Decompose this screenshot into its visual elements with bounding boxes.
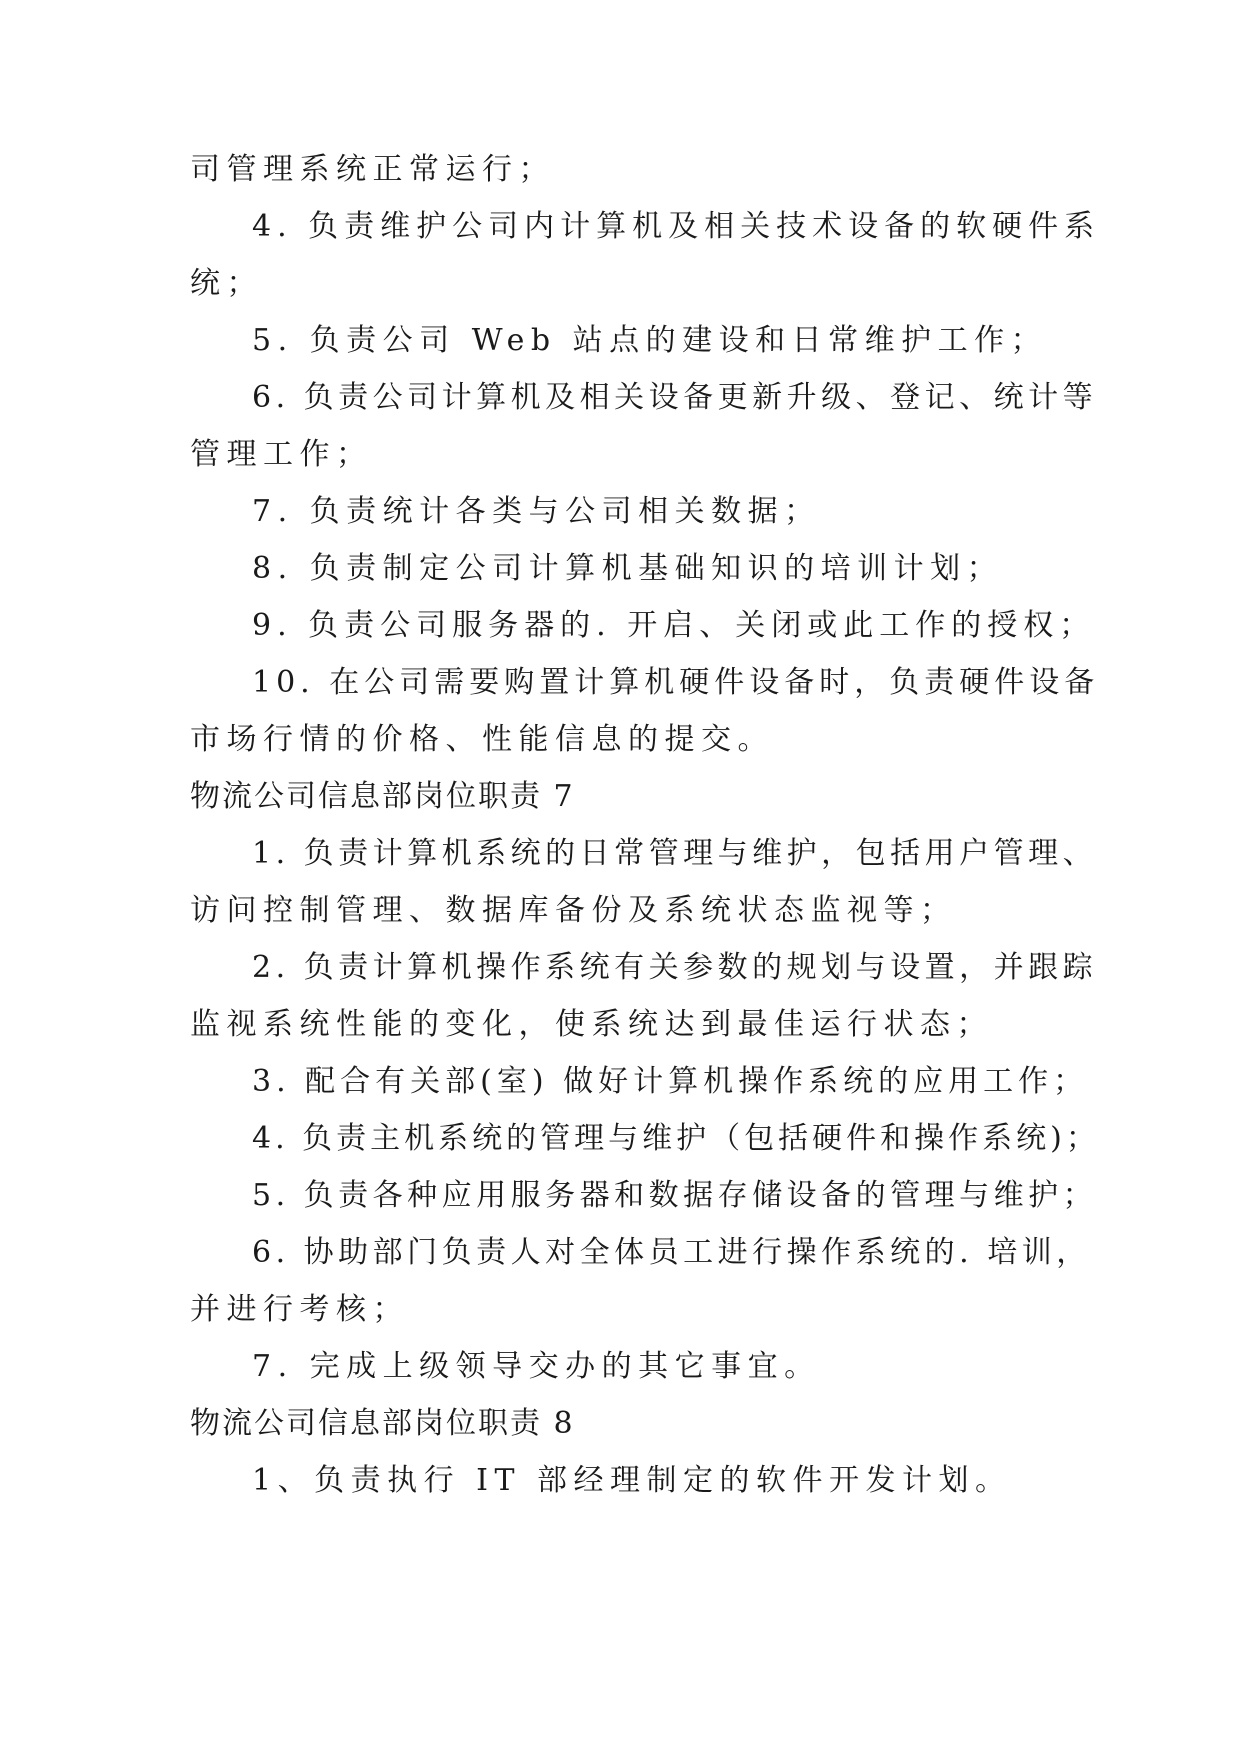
list-item: 7. 负责统计各类与公司相关数据； [252, 494, 821, 529]
list-item: 1. 负责计算机系统的日常管理与维护，包括用户管理、 [252, 836, 1098, 871]
list-item: 2. 负责计算机操作系统有关参数的规划与设置，并跟踪 [252, 950, 1098, 985]
list-item: 1、负责执行 IT 部经理制定的软件开发计划。 [252, 1463, 1012, 1498]
list-item: 10. 在公司需要购置计算机硬件设备时，负责硬件设备 [252, 665, 1100, 700]
list-item: 3. 配合有关部(室) 做好计算机操作系统的应用工作； [252, 1064, 1089, 1099]
text-line: 司管理系统正常运行； [190, 152, 555, 187]
text-line: 监视系统性能的变化，使系统达到最佳运行状态； [190, 1007, 993, 1042]
list-item: 6. 负责公司计算机及相关设备更新升级、登记、统计等 [252, 380, 1098, 415]
list-item: 7. 完成上级领导交办的其它事宜。 [252, 1349, 821, 1384]
list-item: 6. 协助部门负责人对全体员工进行操作系统的. 培训， [252, 1235, 1091, 1270]
section-heading: 物流公司信息部岗位职责 7 [190, 779, 575, 814]
text-line: 市场行情的价格、性能信息的提交。 [190, 722, 774, 757]
text-line: 统； [190, 266, 263, 301]
list-item: 5. 负责公司 Web 站点的建设和日常维护工作； [252, 323, 1048, 358]
section-heading: 物流公司信息部岗位职责 8 [190, 1406, 575, 1441]
list-item: 4. 负责主机系统的管理与维护（包括硬件和操作系统)； [252, 1121, 1100, 1156]
text-line: 管理工作； [190, 437, 373, 472]
text-line: 访问控制管理、数据库备份及系统状态监视等； [190, 893, 957, 928]
list-item: 5. 负责各种应用服务器和数据存储设备的管理与维护； [252, 1178, 1098, 1213]
list-item: 8. 负责制定公司计算机基础知识的培训计划； [252, 551, 1004, 586]
list-item: 9. 负责公司服务器的. 开启、关闭或此工作的授权； [252, 608, 1096, 643]
list-item: 4. 负责维护公司内计算机及相关技术设备的软硬件系 [252, 209, 1101, 244]
text-line: 并进行考核； [190, 1292, 409, 1327]
